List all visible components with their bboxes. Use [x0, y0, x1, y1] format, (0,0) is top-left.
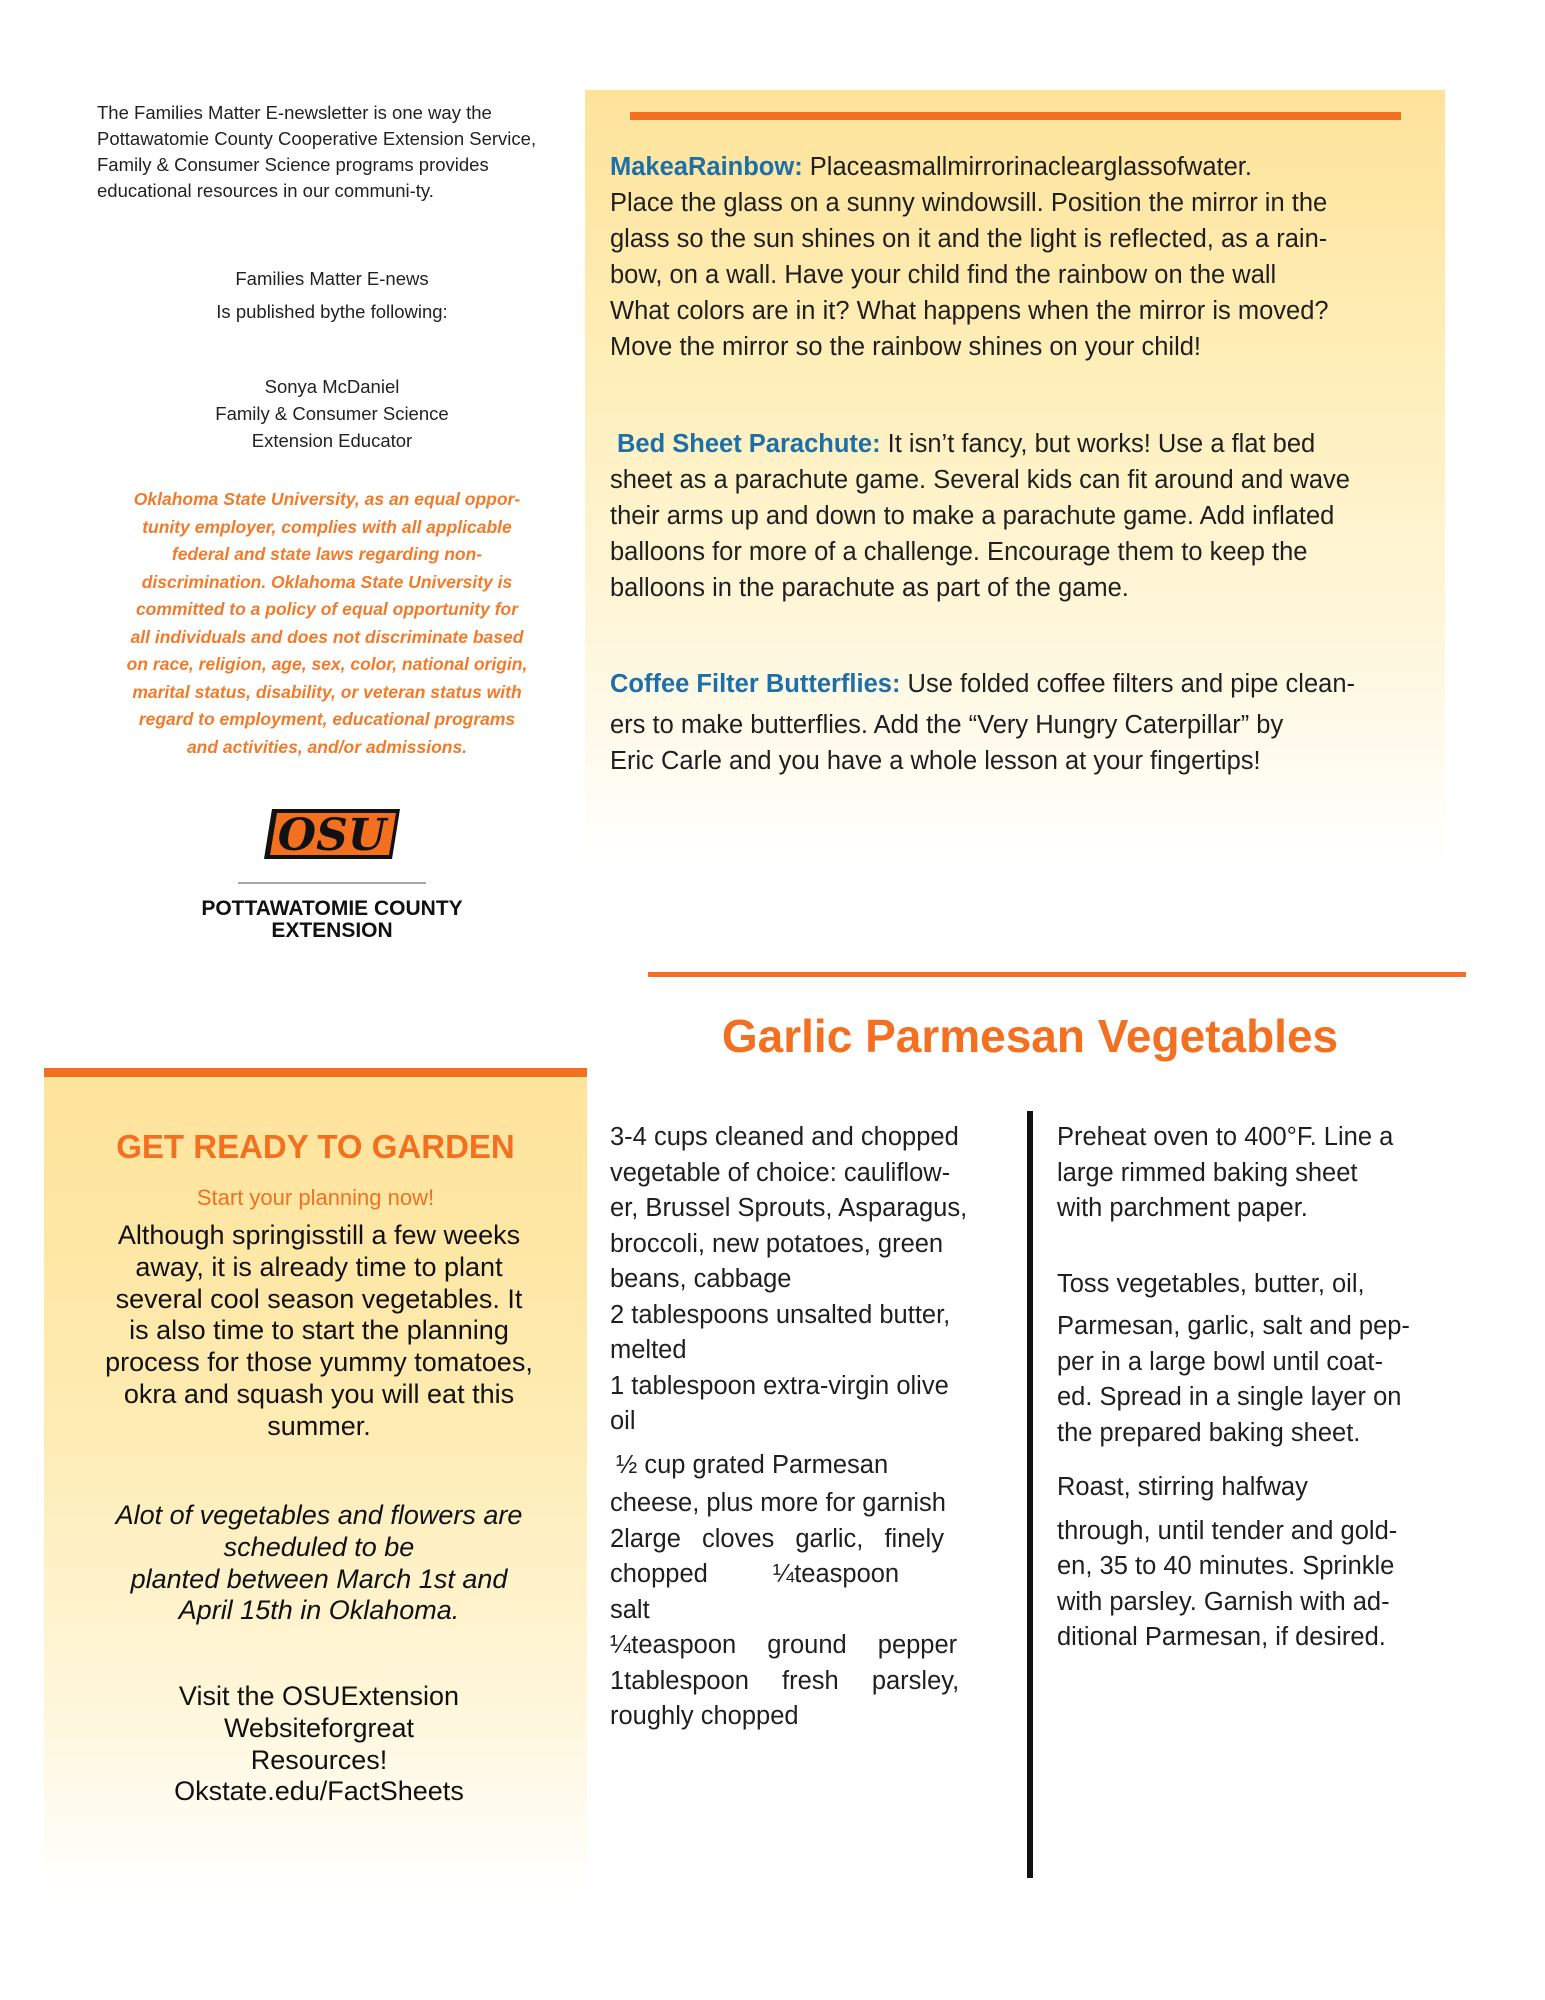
garden-planting-dates	[64, 1500, 574, 1627]
garden-top-rule	[44, 1068, 587, 1077]
logo-mark: OSU	[277, 810, 387, 861]
activity-rainbow	[610, 149, 1430, 365]
recipe-column-divider	[1027, 1111, 1033, 1878]
eeo-line: on race, religion, age, sex, color, national origin,	[126, 654, 528, 674]
eeo-line: marital status, disability, or veteran status with	[132, 681, 522, 702]
recipe-top-rule	[648, 972, 1466, 977]
activity-line: balloons in the parachute as part of the game.	[610, 574, 1129, 602]
activity-line: glass so the sun shines on it and the light is reflected, as a rain-	[610, 225, 1328, 253]
ingredient-line: chopped ¼teaspoon salt	[610, 1560, 900, 1624]
step-line: ditional Parmesan, if desired.	[1057, 1623, 1386, 1651]
author-block	[97, 373, 567, 454]
recipe-step	[1057, 1267, 1447, 1303]
step-line: with parsley. Garnish with ad-	[1057, 1587, 1390, 1616]
garden-line: Alot of vegetables and flowers are	[115, 1500, 523, 1530]
author-title: Extension Educator	[251, 430, 413, 451]
ingredient-line: 3-4 cups cleaned and chopped	[610, 1123, 959, 1151]
eeo-line: Oklahoma State University, as an equal oppor-	[133, 489, 521, 509]
activity-line: Placeasmallmirrorinaclearglassofwater.	[802, 153, 1252, 181]
eeo-statement	[97, 486, 557, 761]
activity-first-line	[610, 426, 1430, 462]
recipe-steps	[1057, 1120, 1447, 1656]
activity-line: Move the mirror so the rainbow shines on your child!	[610, 333, 1202, 361]
step-line: per in a large bowl until coat-	[1057, 1347, 1384, 1376]
garden-subtitle: Start your planning now!	[196, 1185, 435, 1210]
garden-intro	[64, 1220, 574, 1443]
recipe-step	[1057, 1309, 1447, 1451]
ingredient-line: broccoli, new potatoes, green	[610, 1229, 944, 1258]
garden-line: scheduled to be	[223, 1531, 415, 1562]
logo-line-extension: EXTENSION	[271, 919, 393, 942]
activity-line: ers to make butterflies. Add the “Very Hungry Caterpillar” by	[610, 711, 1284, 739]
ingredient-line: er, Brussel Sprouts, Asparagus,	[610, 1194, 968, 1222]
activity-parachute	[610, 426, 1430, 606]
garden-line: process for those yummy tomatoes,	[105, 1347, 533, 1378]
recipe-step	[1057, 1514, 1447, 1656]
garden-line: summer.	[267, 1410, 371, 1441]
recipe-title: Garlic Parmesan Vegetables	[721, 1010, 1339, 1062]
garden-line: Although springisstill a few weeks	[117, 1220, 521, 1250]
garden-line: several cool season vegetables. It	[115, 1283, 523, 1314]
eeo-line: and activities, and/or admissions.	[186, 736, 468, 757]
garden-line: is also time to start the planning	[129, 1315, 509, 1346]
author-dept: Family & Consumer Science	[215, 403, 449, 424]
eeo-line: tunity employer, complies with all applicable	[142, 516, 512, 537]
garden-line: April 15th in Oklahoma.	[178, 1595, 460, 1626]
ingredient-line: ½ cup grated Parmesan	[616, 1450, 889, 1479]
activities-top-rule	[630, 112, 1401, 120]
step-line: en, 35 to 40 minutes. Sprinkle	[1057, 1552, 1395, 1580]
ingredient-line: vegetable of choice: cauliflow-	[610, 1158, 951, 1187]
step-line: Roast, stirring halfway	[1057, 1473, 1308, 1501]
ingredient-line: ¼teaspoon ground pepper	[610, 1631, 958, 1659]
activity-line: Place the glass on a sunny windowsill. Position the mirror in the	[610, 189, 1328, 217]
garden-line: okra and squash you will eat this	[123, 1378, 515, 1409]
activity-line: It isn’t fancy, but works! Use a flat bed	[880, 430, 1316, 458]
ingredient-line: roughly chopped	[610, 1702, 799, 1730]
publisher-line: Families Matter E-news	[235, 268, 429, 289]
activity-line: their arms up and down to make a parachute game. Add inflated	[610, 502, 1335, 530]
eeo-line: all individuals and does not discriminate based	[130, 626, 524, 647]
garden-line: planted between March 1st and	[130, 1563, 508, 1594]
ingredient-line: melted	[610, 1336, 687, 1364]
recipe-step	[1057, 1470, 1447, 1506]
step-line: Preheat oven to 400°F. Line a	[1057, 1123, 1394, 1151]
activity-first-line	[610, 149, 1430, 185]
activity-line: bow, on a wall. Have your child find the rainbow on the wall	[610, 261, 1277, 289]
activity-line: Eric Carle and you have a whole lesson at your fingertips!	[610, 747, 1261, 775]
activity-butterflies	[610, 664, 1430, 782]
activity-line: Use folded coffee filters and pipe clean-	[900, 670, 1356, 698]
activity-line: balloons for more of a challenge. Encourage them to keep the	[610, 538, 1308, 566]
ingredient-line: beans, cabbage	[610, 1265, 792, 1293]
logo-line-county: POTTAWATOMIE COUNTY	[201, 897, 463, 920]
activity-title: Coffee Filter Butterflies:	[610, 670, 901, 698]
author-name: Sonya McDaniel	[264, 376, 400, 397]
eeo-line: federal and state laws regarding non-	[171, 544, 483, 564]
activity-first-line	[610, 664, 1430, 705]
factsheets-link[interactable]: Okstate.edu/FactSheets	[174, 1776, 464, 1807]
newsletter-intro: The Families Matter E-newsletter is one way the Pottawatomie County Cooperative Extension Service, Family & Consumer Science programs provides educational resources in our communi-ty.	[97, 102, 537, 201]
recipe-step	[1057, 1120, 1447, 1227]
ingredient-line: 1 tablespoon extra-virgin olive	[610, 1371, 949, 1400]
eeo-line: committed to a policy of equal opportunity for	[135, 599, 519, 619]
step-line: the prepared baking sheet.	[1057, 1418, 1361, 1447]
ingredient-line: 2large cloves garlic, finely	[610, 1524, 944, 1553]
osu-logo-icon	[201, 797, 480, 947]
step-line: Parmesan, garlic, salt and pep-	[1057, 1312, 1410, 1340]
eeo-line: discrimination. Oklahoma State University is	[141, 571, 513, 592]
garden-line: Visit the OSUExtension	[178, 1681, 460, 1711]
osu-extension-logo	[201, 797, 480, 947]
activity-line: sheet as a parachute game. Several kids can fit around and wave	[610, 466, 1350, 494]
garden-line: away, it is already time to plant	[135, 1251, 503, 1282]
garden-resources	[64, 1681, 574, 1808]
garden-title: GET READY TO GARDEN	[116, 1128, 515, 1165]
ingredient-line: oil	[610, 1407, 636, 1435]
publisher-line: Is published bythe following:	[216, 301, 448, 322]
step-line: ed. Spread in a single layer on	[1057, 1383, 1402, 1411]
step-line: with parchment paper.	[1057, 1194, 1308, 1222]
step-line: through, until tender and gold-	[1057, 1516, 1398, 1545]
ingredient-line: 1tablespoon fresh parsley,	[610, 1666, 960, 1695]
garden-line: Resources!	[250, 1744, 388, 1775]
step-line: large rimmed baking sheet	[1057, 1158, 1358, 1187]
step-line: Toss vegetables, butter, oil,	[1057, 1269, 1365, 1298]
eeo-line: regard to employment, educational programs	[138, 709, 516, 729]
activity-line: What colors are in it? What happens when the mirror is moved?	[610, 297, 1329, 325]
garden-line: Websiteforgreat	[223, 1712, 415, 1743]
publisher-note	[97, 262, 567, 328]
ingredient-line: 2 tablespoons unsalted butter,	[610, 1300, 951, 1329]
recipe-ingredients	[610, 1120, 990, 1735]
activity-title: Bed Sheet Parachute:	[617, 430, 881, 458]
activity-title: MakeaRainbow:	[610, 153, 803, 181]
ingredient-line: cheese, plus more for garnish	[610, 1489, 946, 1517]
